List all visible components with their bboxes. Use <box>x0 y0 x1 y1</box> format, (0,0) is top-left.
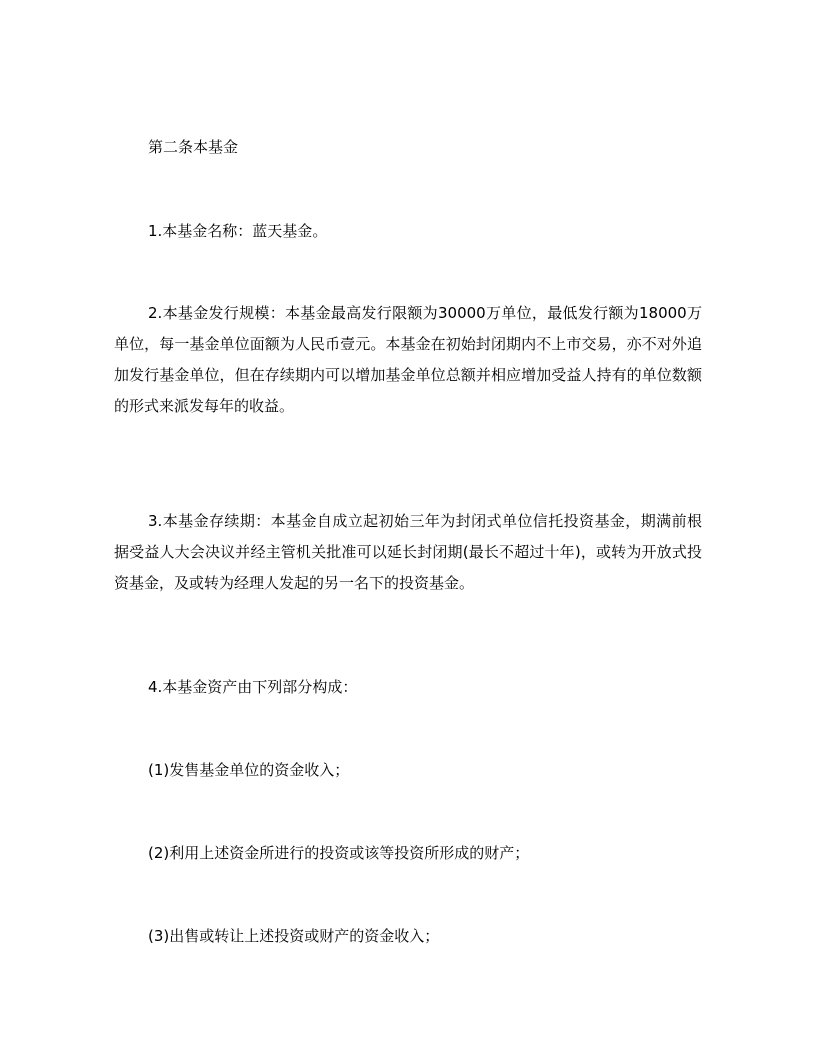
clause-assets-intro: 4.本基金资产由下列部分构成： <box>148 678 358 696</box>
clause-assets-item-1: (1)发售基金单位的资金收入； <box>148 761 350 779</box>
clause-assets-item-2: (2)利用上述资金所进行的投资或该等投资所形成的财产； <box>148 844 530 862</box>
clause-fund-name: 1.本基金名称：蓝天基金。 <box>148 222 328 240</box>
clause-duration: 3.本基金存续期：本基金自成立起初始三年为封闭式单位信托投资基金，期满前根据受益人大会决议并经主管机关批准可以延长封闭期(最长不超过十年)，或转为开放式投资基金，及或转为经理人发起的另一名下的投资基金。 <box>114 512 702 592</box>
clause-issue-scale: 2.本基金发行规模：本基金最高发行限额为30000万单位，最低发行额为18000万单位，每一基金单位面额为人民币壹元。本基金在初始封闭期内不上市交易，亦不对外追加发行基金单位，但在存续期内可以增加基金单位总额并相应增加受益人持有的单位数额的形式来派发每年的收益。 <box>114 304 702 415</box>
clause-assets-item-3: (3)出售或转让上述投资或财产的资金收入； <box>148 927 440 945</box>
article-heading: 第二条本基金 <box>148 138 239 156</box>
